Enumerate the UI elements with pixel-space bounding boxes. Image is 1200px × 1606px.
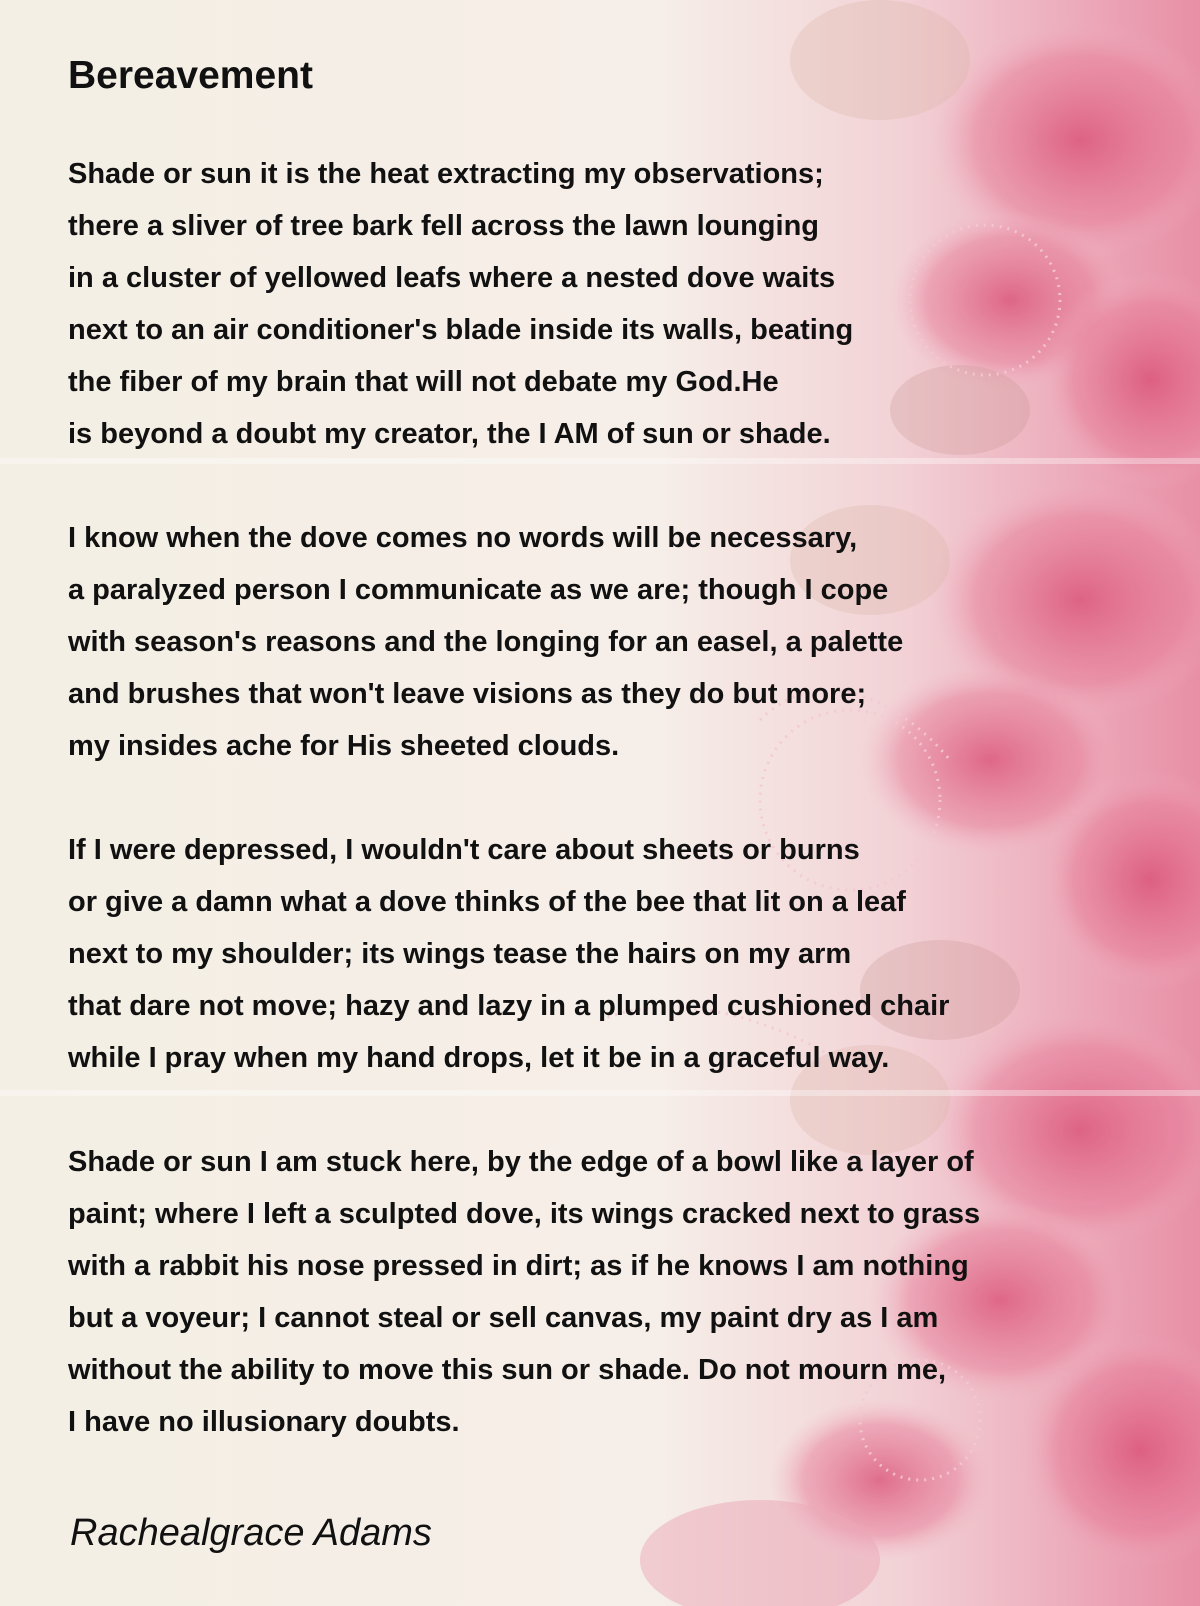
poem-line: Shade or sun I am stuck here, by the edge of a bowl like a layer of	[68, 1146, 974, 1178]
poem-line: there a sliver of tree bark fell across the lawn lounging	[68, 210, 819, 242]
poem-title: Bereavement	[68, 54, 313, 97]
poem-line: and brushes that won't leave visions as they do but more;	[68, 678, 867, 710]
poem-line: the fiber of my brain that will not debate my God.He	[68, 366, 779, 398]
poem-line: I have no illusionary doubts.	[68, 1406, 460, 1438]
poem-line: but a voyeur; I cannot steal or sell canvas, my paint dry as I am	[68, 1302, 939, 1334]
poem-line: If I were depressed, I wouldn't care about sheets or burns	[68, 834, 860, 866]
poem-line: a paralyzed person I communicate as we are; though I cope	[68, 574, 889, 606]
poem-line: my insides ache for His sheeted clouds.	[68, 730, 620, 762]
poem-line: that dare not move; hazy and lazy in a plumped cushioned chair	[68, 990, 950, 1022]
poem-line: with season's reasons and the longing for an easel, a palette	[68, 626, 904, 658]
poem-author: Rachealgrace Adams	[70, 1512, 432, 1554]
poem-line: without the ability to move this sun or shade. Do not mourn me,	[68, 1354, 947, 1386]
poem-line: Shade or sun it is the heat extracting my observations;	[68, 158, 824, 190]
poem-line: next to my shoulder; its wings tease the hairs on my arm	[68, 938, 852, 970]
poem-line: in a cluster of yellowed leafs where a nested dove waits	[68, 262, 836, 294]
poem-line: while I pray when my hand drops, let it be in a graceful way.	[68, 1042, 890, 1074]
poem-line: I know when the dove comes no words will be necessary,	[68, 522, 858, 554]
poem-line: is beyond a doubt my creator, the I AM of sun or shade.	[68, 418, 831, 450]
poem-line: paint; where I left a sculpted dove, its wings cracked next to grass	[68, 1198, 981, 1230]
poem-line: with a rabbit his nose pressed in dirt; as if he knows I am nothing	[68, 1250, 969, 1282]
poem-line: next to an air conditioner's blade inside its walls, beating	[68, 314, 854, 346]
poem-line: or give a damn what a dove thinks of the bee that lit on a leaf	[68, 886, 906, 918]
